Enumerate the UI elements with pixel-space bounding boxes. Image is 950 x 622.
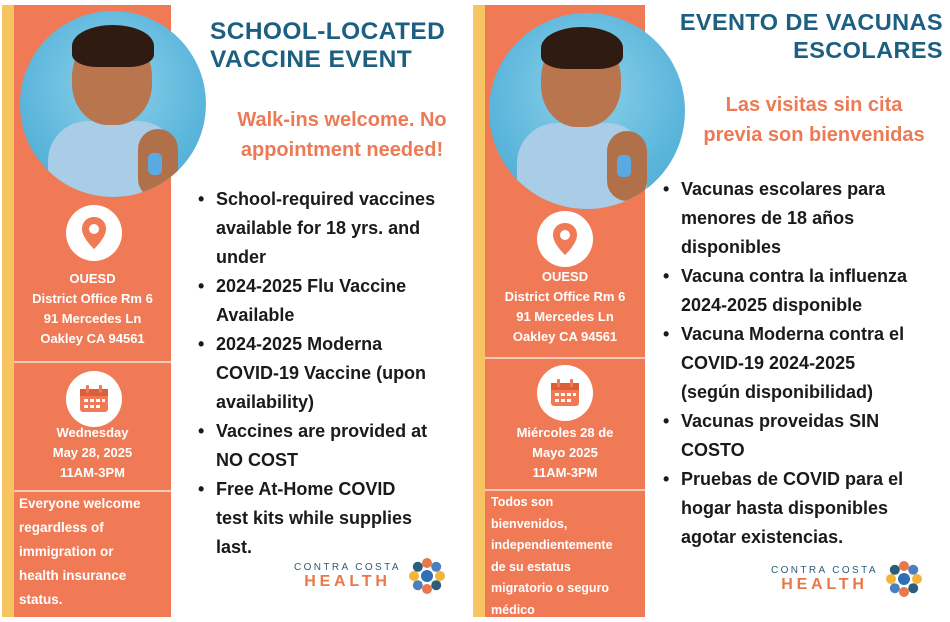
flyer-english	[2, 5, 472, 617]
map-pin-icon	[537, 211, 593, 267]
location-block: OUESD District Office Rm 6 91 Mercedes Ln Oakley CA 94561	[504, 269, 626, 344]
location-block: OUESD District Office Rm 6 91 Mercedes Ln Oakley CA 94561	[32, 271, 153, 346]
flyer-spanish	[473, 5, 947, 617]
services-list	[663, 175, 943, 552]
list-item: • Vacunas escolares para menores de 18 años disponibles	[663, 175, 943, 262]
page-title: SCHOOL-LOCATED VACCINE EVENT	[210, 18, 446, 73]
list-item: • Vacunas proveidas SIN COSTO	[663, 407, 943, 465]
map-pin-icon	[66, 205, 122, 261]
date-block: Miércoles 28 de Mayo 2025 11AM-3PM	[516, 425, 614, 480]
list-item: • School-required vaccines available for 18 yrs. and under	[198, 185, 468, 272]
walk-ins-subtitle: Las visitas sin cita previa son bienvenidas	[703, 94, 925, 146]
welcome-text: Everyone welcome regardless of immigration or health insurance status.	[19, 496, 141, 607]
date-block: Wednesday May 28, 2025 11AM-3PM	[52, 425, 133, 480]
divider	[14, 361, 171, 363]
list-item: • Vacuna contra la influenza 2024-2025 disponible	[663, 262, 943, 320]
list-item: • Free At-Home COVID test kits while supplies last.	[198, 475, 468, 562]
contra-costa-health-logo: CONTRA COSTA HEALTH	[771, 559, 924, 599]
welcome-text: Todos son bienvenidos, independientemente de su estatus migratorio o seguro médico	[491, 495, 613, 617]
divider	[485, 357, 645, 359]
list-item: • Vaccines are provided at NO COST	[198, 417, 468, 475]
child-photo	[20, 11, 206, 197]
services-list	[198, 185, 468, 562]
divider	[485, 489, 645, 491]
contra-costa-health-logo: CONTRA COSTA HEALTH	[294, 556, 447, 596]
list-item: • Pruebas de COVID para el hogar hasta disponibles agotar existencias.	[663, 465, 943, 552]
flower-logo-icon	[884, 559, 924, 599]
calendar-icon	[66, 371, 122, 427]
walk-ins-subtitle: Walk-ins welcome. No appointment needed!	[237, 109, 447, 161]
list-item: • 2024-2025 Moderna COVID-19 Vaccine (upon availability)	[198, 330, 468, 417]
page-title: EVENTO DE VACUNAS ESCOLARES	[679, 9, 943, 63]
list-item: • Vacuna Moderna contra el COVID-19 2024-2025 (según disponibilidad)	[663, 320, 943, 407]
yellow-stripe	[473, 5, 485, 617]
list-item: • 2024-2025 Flu Vaccine Available	[198, 272, 468, 330]
yellow-stripe	[2, 5, 14, 617]
calendar-icon	[537, 365, 593, 421]
flower-logo-icon	[407, 556, 447, 596]
